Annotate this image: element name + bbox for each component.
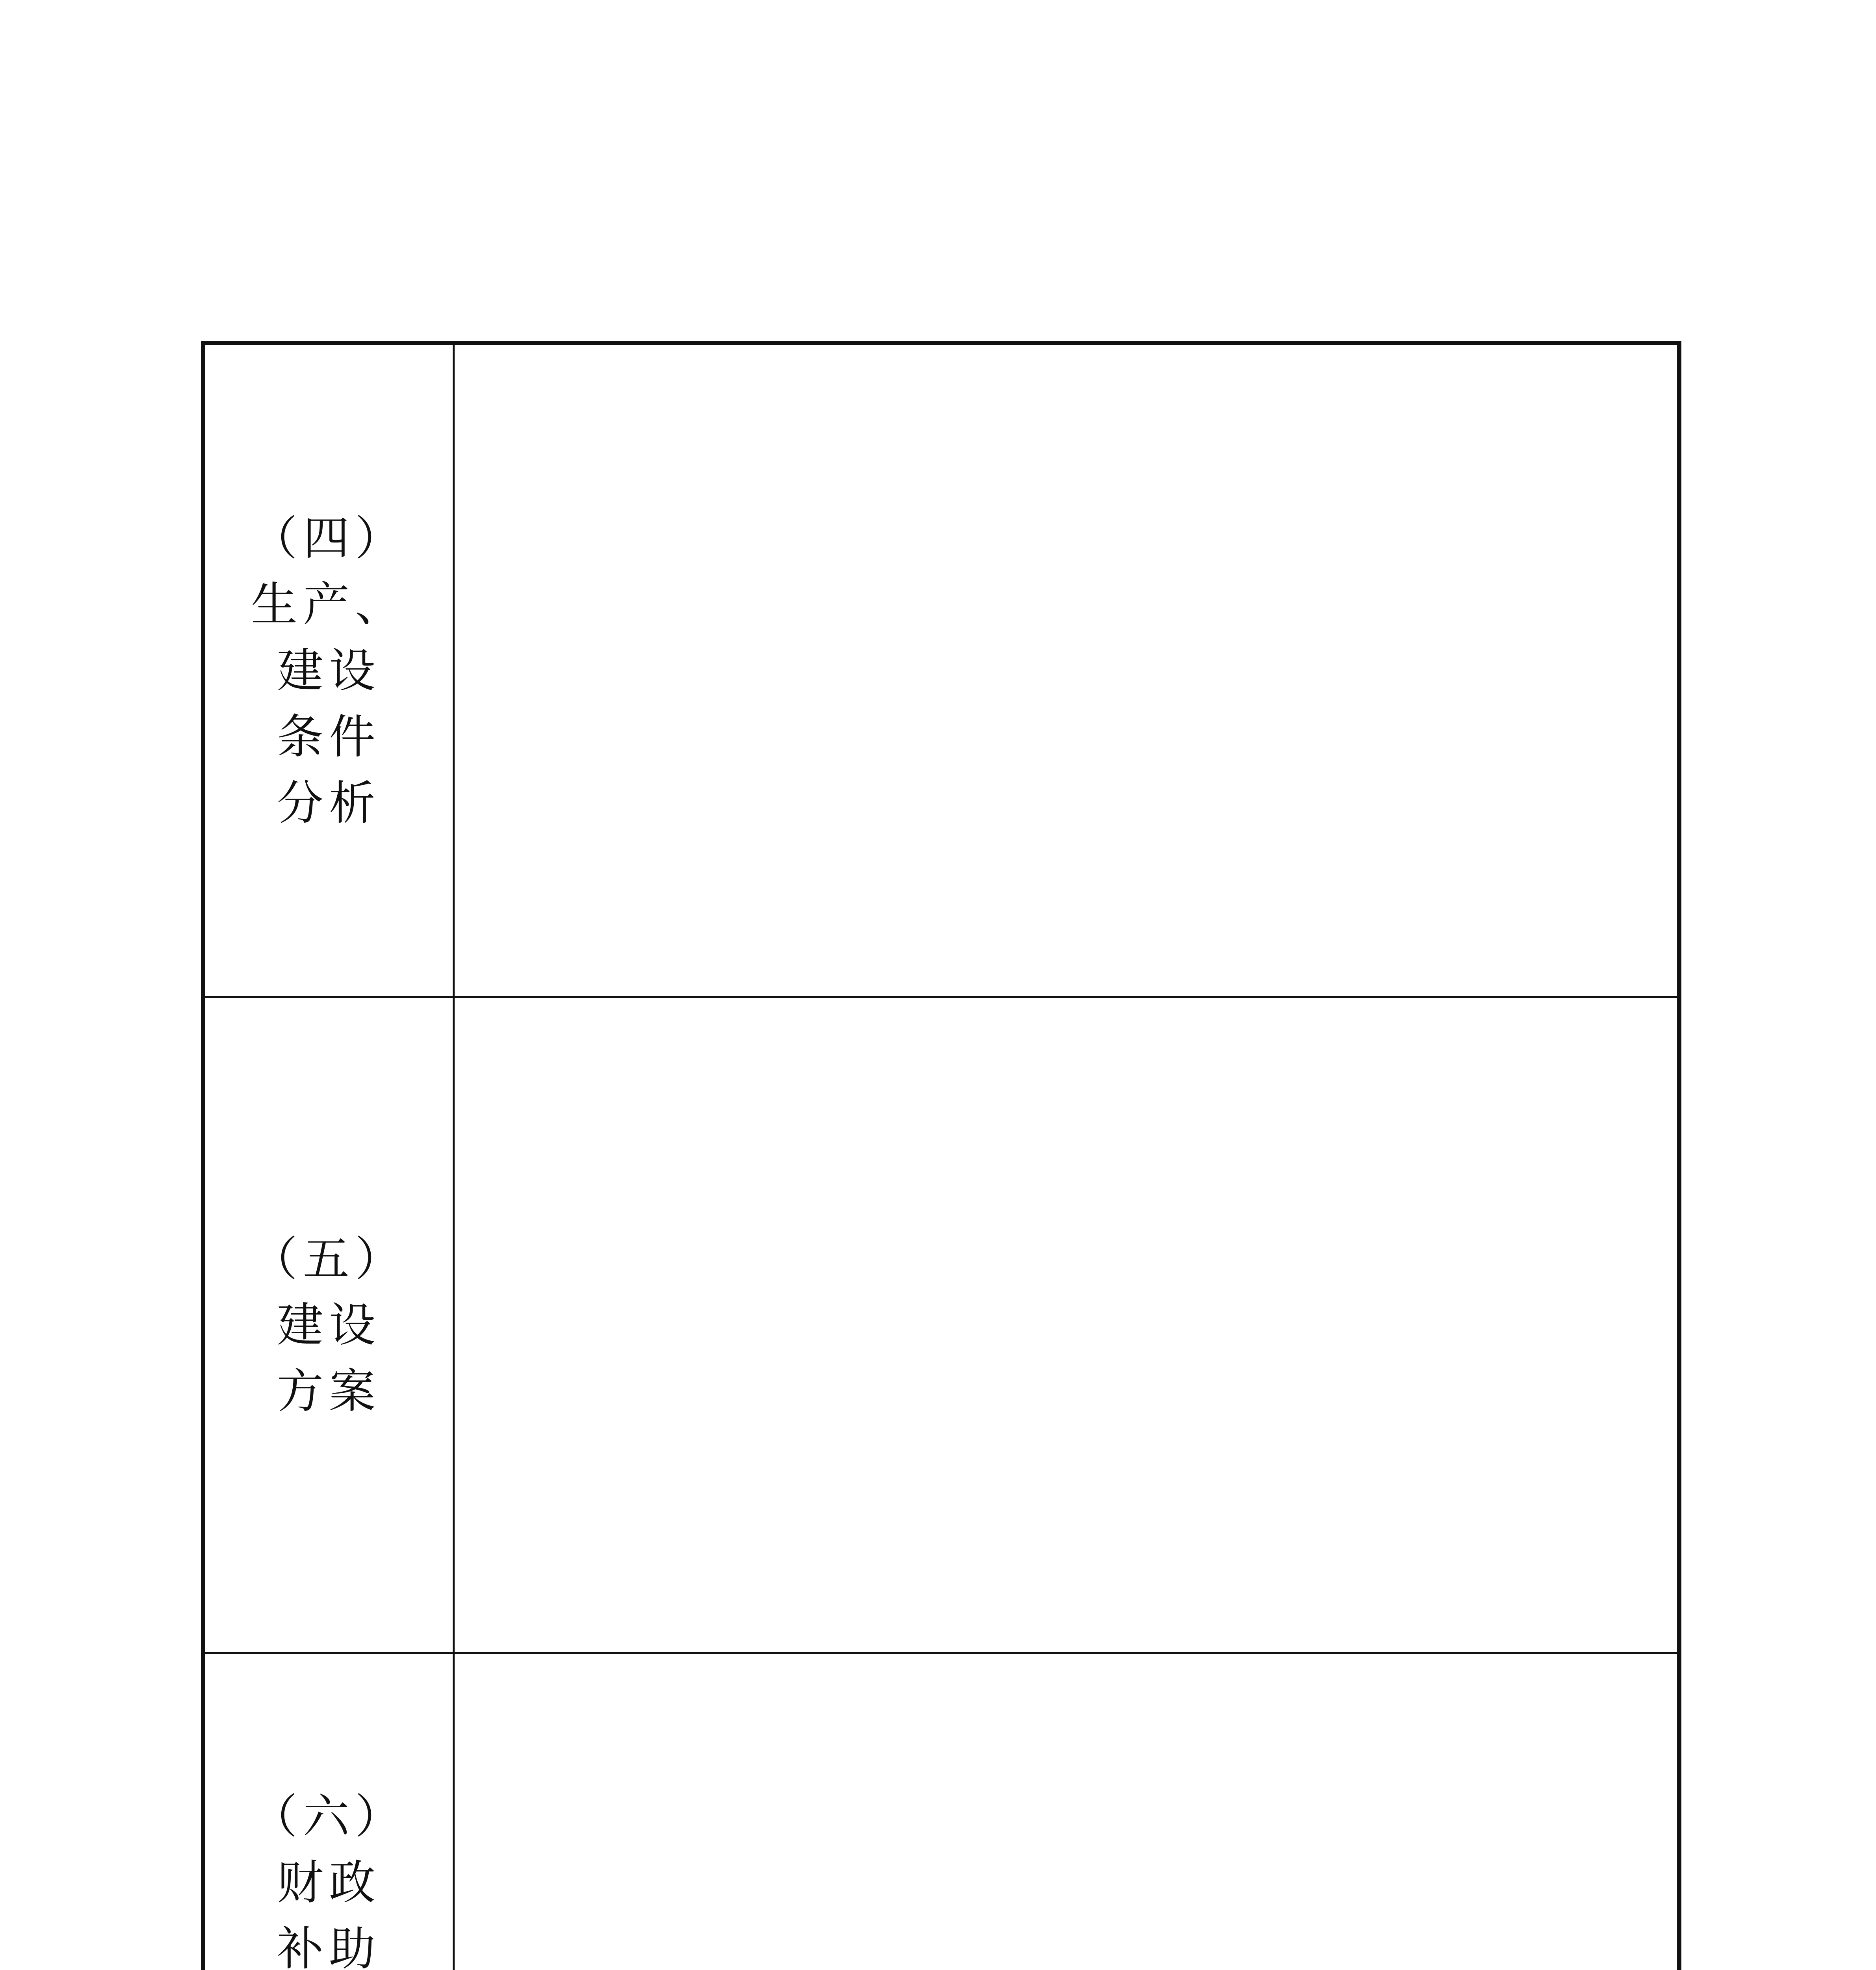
table-row-production-conditions <box>203 343 1679 997</box>
label-line: 财政 <box>277 1855 381 1910</box>
label-line: 方案 <box>277 1364 381 1418</box>
label-line: 分析 <box>277 776 381 830</box>
row-label-construction-plan <box>203 997 454 1653</box>
section-number: （四） <box>251 511 407 565</box>
label-line: 条件 <box>277 710 381 764</box>
table-row-construction-plan <box>203 997 1679 1653</box>
content-cell-fiscal-subsidy[interactable] <box>454 1653 1679 1970</box>
section-number: （六） <box>251 1789 407 1844</box>
label-line: 生产、 <box>251 577 407 632</box>
label-line: 建设 <box>277 1298 381 1352</box>
label-line: 建设 <box>277 643 381 698</box>
table-row-fiscal-subsidy <box>203 1653 1679 1970</box>
section-number: （五） <box>251 1232 407 1286</box>
label-line: 补助 <box>277 1922 381 1970</box>
application-form-table <box>201 341 1681 1970</box>
content-cell-construction-plan[interactable] <box>454 997 1679 1653</box>
row-label-production-conditions <box>203 343 454 997</box>
row-label-fiscal-subsidy <box>203 1653 454 1970</box>
content-cell-production-conditions[interactable] <box>454 343 1679 997</box>
